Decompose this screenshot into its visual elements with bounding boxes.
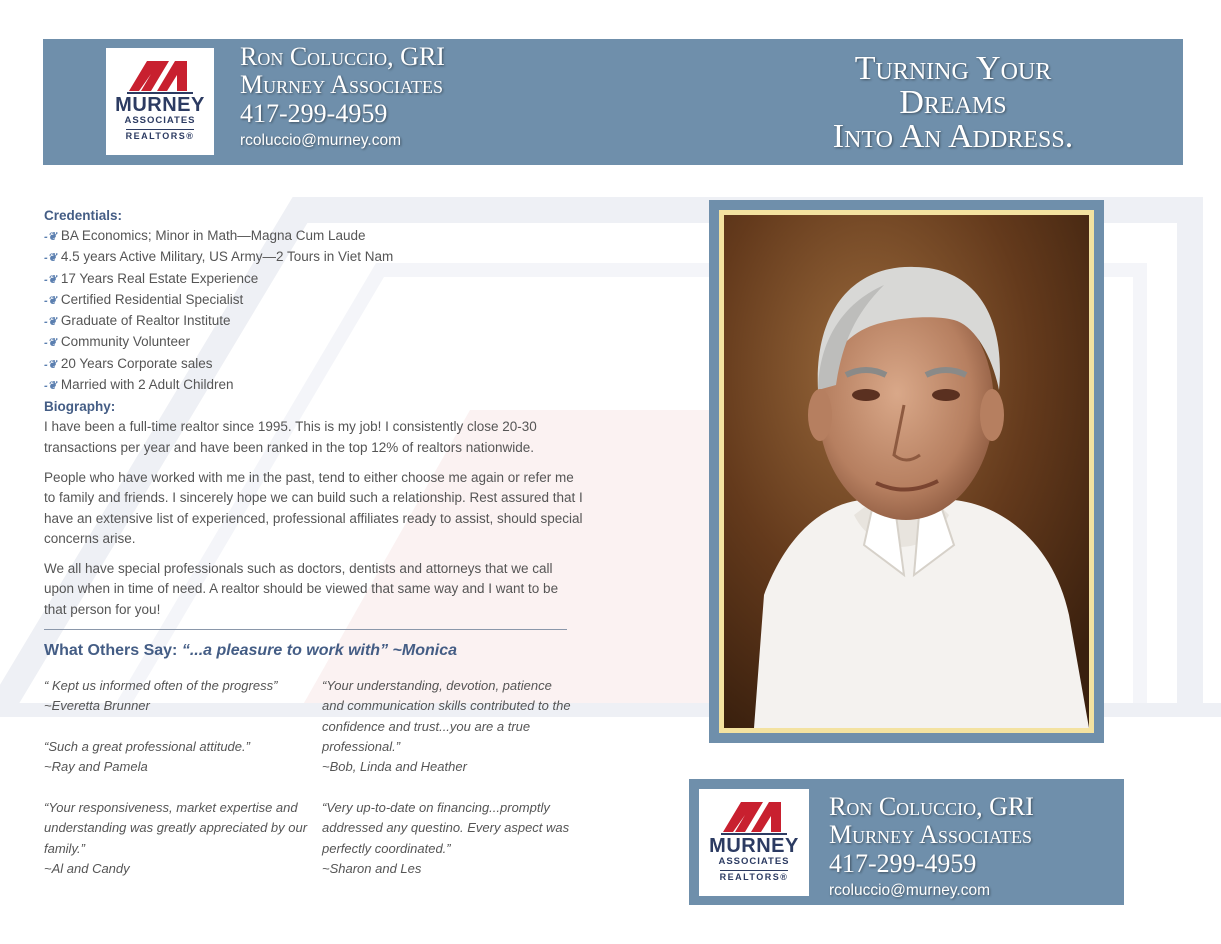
agent-portrait-photo bbox=[724, 215, 1089, 728]
agent-company: Murney Associates bbox=[829, 820, 1032, 849]
section-divider bbox=[44, 629, 567, 630]
tagline-line-3: Into An Address. bbox=[832, 118, 1074, 155]
logo-associates-text: ASSOCIATES bbox=[124, 115, 196, 126]
card-contact-block bbox=[829, 793, 1034, 903]
murney-m-icon bbox=[719, 798, 789, 836]
testimonial bbox=[44, 798, 314, 879]
testimonial bbox=[322, 676, 577, 777]
portrait-illustration bbox=[724, 215, 1089, 728]
header-contact-block bbox=[240, 43, 445, 153]
biography-title: Biography: bbox=[44, 399, 116, 415]
fleuron-bullet-icon: -❦ bbox=[44, 358, 57, 371]
testimonial bbox=[322, 798, 580, 879]
tagline-line-2: Dreams bbox=[899, 84, 1007, 121]
list-item: -❦ Certified Residential Specialist bbox=[44, 291, 244, 307]
contact-card bbox=[689, 779, 1124, 905]
testimonial-quote: “Your responsiveness, market expertise and understanding was greatly appreciated by our family.” bbox=[44, 800, 308, 856]
testimonial bbox=[44, 676, 309, 717]
testimonial-author: ~Sharon and Les bbox=[322, 860, 422, 876]
logo-associates-text: ASSOCIATES bbox=[718, 856, 790, 867]
agent-email[interactable]: rcoluccio@murney.com bbox=[829, 882, 991, 899]
murney-m-icon bbox=[125, 57, 195, 95]
agent-phone: 417-299-4959 bbox=[829, 849, 977, 878]
credentials-title: Credentials: bbox=[44, 208, 123, 223]
fleuron-bullet-icon: -❦ bbox=[44, 252, 57, 265]
what-others-say-heading bbox=[44, 642, 457, 660]
biography-paragraph: People who have worked with me in the past, tend to either choose me again or refer me to family and friends. I sincerely hope we can build such a relationship. Rest assured that I have an extensive list of experienced, professional affiliates ready to assist, should special concerns arise. bbox=[44, 469, 583, 546]
fleuron-bullet-icon: -❦ bbox=[44, 316, 57, 329]
agent-name: Ron Coluccio, GRI bbox=[240, 42, 445, 71]
tagline-line-1: Turning Your bbox=[854, 50, 1052, 87]
fleuron-bullet-icon: -❦ bbox=[44, 337, 57, 350]
main-content bbox=[44, 206, 584, 630]
list-item: -❦ BA Economics; Minor in Math—Magna Cum Laude bbox=[44, 228, 366, 243]
murney-logo bbox=[106, 48, 214, 155]
what-others-quote: “...a pleasure to work with” ~Monica bbox=[181, 642, 457, 659]
logo-brand-text: MURNEY bbox=[115, 94, 205, 116]
what-others-label: What Others Say: bbox=[44, 642, 178, 659]
testimonial-quote: “Your understanding, devotion, patience and communication skills contributed to the confidence and trust...you are a true professional.” bbox=[322, 678, 571, 754]
portrait-frame bbox=[709, 200, 1104, 743]
fleuron-bullet-icon: -❦ bbox=[44, 294, 57, 307]
fleuron-bullet-icon: -❦ bbox=[44, 380, 57, 393]
fleuron-bullet-icon: -❦ bbox=[44, 231, 57, 243]
logo-realtors-text: REALTORS® bbox=[125, 131, 195, 141]
logo-realtors-text: REALTORS® bbox=[719, 872, 789, 882]
agent-phone: 417-299-4959 bbox=[240, 99, 388, 128]
testimonial-author: ~Bob, Linda and Heather bbox=[322, 759, 467, 775]
testimonial-author: ~Ray and Pamela bbox=[44, 759, 148, 775]
testimonial-quote: “Very up-to-date on financing...promptly addressed any questino. Every aspect was perfectly coordinated.” bbox=[322, 800, 570, 856]
list-item: -❦ Married with 2 Adult Children bbox=[44, 377, 234, 393]
list-item: -❦ 17 Years Real Estate Experience bbox=[44, 270, 259, 286]
list-item: -❦ 20 Years Corporate sales bbox=[44, 355, 213, 371]
murney-logo bbox=[699, 789, 809, 896]
biography-paragraph: We all have special professionals such as doctors, dentists and attorneys that we call upon when in time of need. A realtor should be viewed that same way and I want to be that person for you! bbox=[44, 561, 559, 617]
logo-brand-text: MURNEY bbox=[709, 835, 799, 857]
fleuron-bullet-icon: -❦ bbox=[44, 273, 57, 286]
agent-email[interactable]: rcoluccio@murney.com bbox=[240, 132, 402, 149]
testimonial-author: ~Everetta Brunner bbox=[44, 698, 150, 714]
testimonial-quote: “Such a great professional attitude.” bbox=[44, 739, 250, 754]
testimonial bbox=[44, 737, 309, 778]
testimonial-author: ~Al and Candy bbox=[44, 860, 130, 876]
list-item: -❦ 4.5 years Active Military, US Army—2 Tours in Viet Nam bbox=[44, 249, 394, 265]
header-banner bbox=[43, 39, 1183, 165]
portrait-matte bbox=[719, 210, 1094, 733]
credentials-list bbox=[44, 226, 584, 396]
biography-paragraph: I have been a full-time realtor since 1995. This is my job! I consistently close 20-30 transactions per year and have been ranked in the top 12% of realtors nationwide. bbox=[44, 419, 537, 455]
agent-company: Murney Associates bbox=[240, 70, 443, 99]
list-item: -❦ Graduate of Realtor Institute bbox=[44, 313, 231, 329]
tagline bbox=[733, 52, 1173, 154]
list-item: -❦ Community Volunteer bbox=[44, 334, 190, 350]
testimonial-quote: “ Kept us informed often of the progress” bbox=[44, 678, 278, 693]
agent-name: Ron Coluccio, GRI bbox=[829, 792, 1034, 821]
